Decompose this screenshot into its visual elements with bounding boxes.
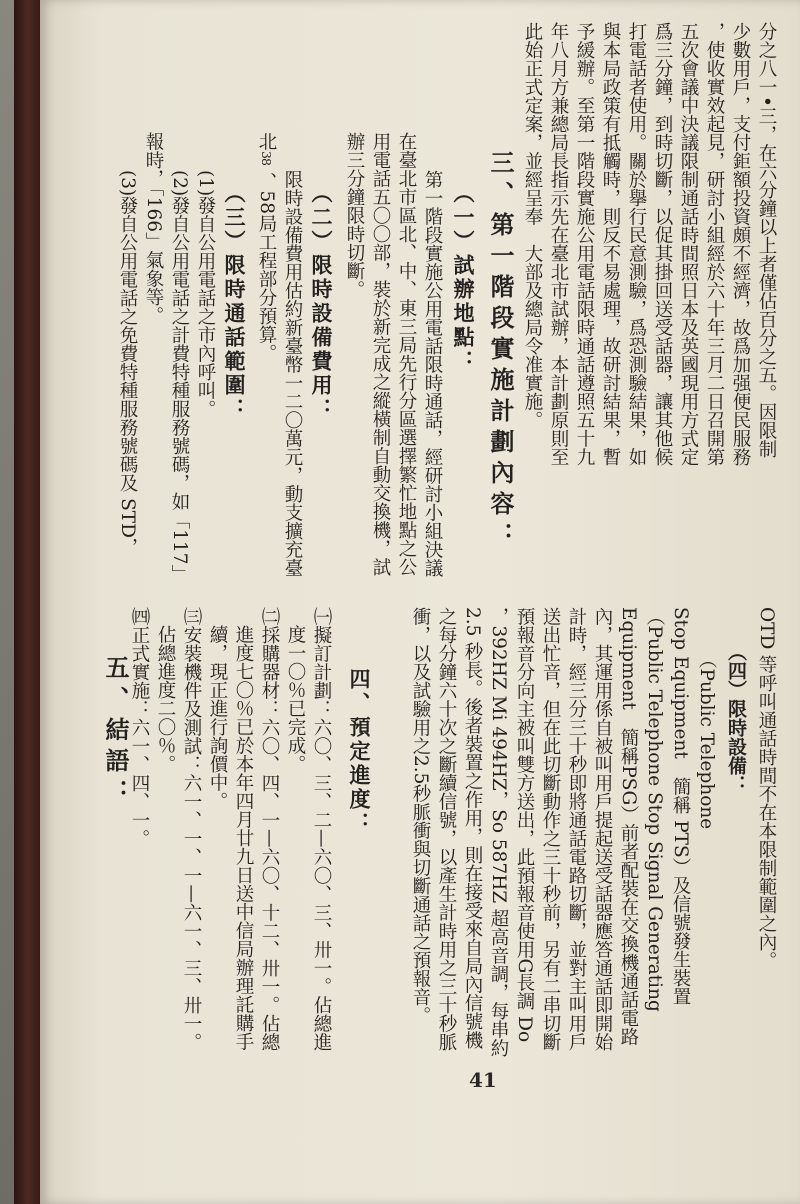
text-line: 送出忙音，但在此切斷動作之三十秒前，另有二串切斷	[540, 607, 561, 1051]
text-line: 預報音分向主被叫雙方送出，此預報音使用G長調 Do	[514, 607, 535, 1043]
text-line: 與本局政策有抵觸時，則反不易處理，故研討結果，暫	[600, 22, 621, 466]
subsection-heading: （二）限時設備費用：	[309, 182, 334, 422]
list-item: (1)發自公用電話之市內呼叫。	[195, 170, 216, 419]
subsection-heading: （四）限時設備：	[725, 642, 747, 794]
text-line: （Public Telephone	[696, 650, 717, 830]
text-line: 計時，經三分三十秒即將通話電路切斷，並對主叫用戶	[566, 607, 587, 1051]
book-page	[40, 0, 800, 1204]
list-item: (2)發自公用電話之計費特種服務號碼，如「117」	[169, 170, 190, 584]
text-line: Stop Equipment 簡稱 PTS）及信號發生裝置	[670, 607, 691, 1006]
subsection-heading: （三）限時通話範圍：	[222, 182, 247, 422]
progress-item: ㈣正式實施：六一、四、一。	[129, 607, 150, 848]
text-line: 衝，以及試驗用之2.5秒脈衝與切斷通話之預報音。	[410, 607, 431, 1025]
list-item: (3)發自公用電話之免費特種服務號碼及 STD，	[117, 170, 138, 557]
text-line: 少數用戶，支付鉅額投資頗不經濟，故爲加强便民服務	[730, 22, 751, 466]
text-line: 分之八一•三，在六分鐘以上者僅佔百分之五。因限制	[756, 22, 777, 459]
section-heading: 四、預定進度：	[347, 668, 372, 836]
text-line: 限時設備費用估約新臺幣一二〇萬元，動支擴充臺	[282, 170, 303, 577]
text-line: 予緩辦。至第一階段實施公用電話限時通話遵照五十九	[574, 22, 595, 466]
text-line: 在臺北市區北、中、東三局先行分區選擇繁忙地點之公	[396, 132, 417, 576]
text-line: 年八月方兼總局長指示先在臺北市試辦，本計劃原則至	[548, 22, 569, 466]
text-line: 內，其運用係自被叫用戶提起送受話器應答通話即開始	[592, 607, 613, 1051]
text-line: 之每分鐘六十次之斷續信號，以產生計時用之三十秒脈	[436, 607, 457, 1051]
text-line: 辦三分鐘限時切斷。	[344, 132, 365, 299]
text-line: （Public Telephone Stop Signal Generating	[644, 607, 665, 1012]
progress-item: 度一〇％已完成。	[285, 625, 306, 773]
text-line: 北	[256, 132, 277, 151]
progress-item: ㈢安裝機件及測試：六一、一、一—六一、三、卅一。	[181, 607, 202, 1051]
text-line: OTD 等呼叫通話時間不在本限制範圍之內。	[756, 607, 777, 970]
progress-item: 續，現正進行詢價中。	[207, 625, 228, 810]
text-line: ，使收實效起見，研討小組經於六十年三月二日召開第	[704, 22, 725, 466]
list-item: 報時，「166」氣象等。	[143, 132, 164, 325]
text-line: Equipment 簡稱PSG）前者配裝在交換機通話電路	[618, 607, 639, 1046]
subsection-heading: （一）試辦地點：	[451, 182, 476, 374]
section-heading: 五、結語：	[101, 655, 130, 810]
text-line: 第一階段實施公用電話限時通話，經研討小組決議	[422, 170, 443, 577]
text-line: 此始正式定案，並經呈奉 大部及總局令准實施。	[522, 22, 543, 429]
page-number: 41	[469, 1068, 497, 1092]
text-line: 、58局工程部分預算。	[256, 172, 277, 363]
progress-item: ㈡採購器材：六〇、四、一—六〇、十二、卅一。佔總	[259, 607, 280, 1051]
text-line: 五次會議中決議限制通話時間照日本及英國現用方式定	[678, 22, 699, 466]
section-heading: 三、第一階段實施計劃內容：	[486, 150, 515, 553]
progress-item: 佔總進度二〇％。	[155, 625, 176, 773]
text-line: 打電話者使用。關於擧行民意測驗，爲恐測驗結果，如	[626, 22, 647, 466]
text-line-number: 38	[259, 151, 274, 165]
text-line: 用電話五〇〇部，裝於新完成之縱橫制自動交換機，試	[370, 132, 391, 576]
progress-item: 進度七〇％已於本年四月廿九日送中信局辦理託購手	[233, 625, 254, 1051]
progress-item: ㈠擬訂計劃：六〇、三、二—六〇、三、卅一。佔總進	[311, 607, 332, 1051]
text-line: 2.5 秒長。後者裝置之作用，則在接受來自局內信號機	[462, 607, 483, 1050]
text-line: ，392HZ Mi 494HZ，So 587HZ 超高音調，每串約	[488, 607, 509, 1058]
text-line: 爲三分鐘，到時切斷，以促其掛回送受話器，讓其他候	[652, 22, 673, 466]
